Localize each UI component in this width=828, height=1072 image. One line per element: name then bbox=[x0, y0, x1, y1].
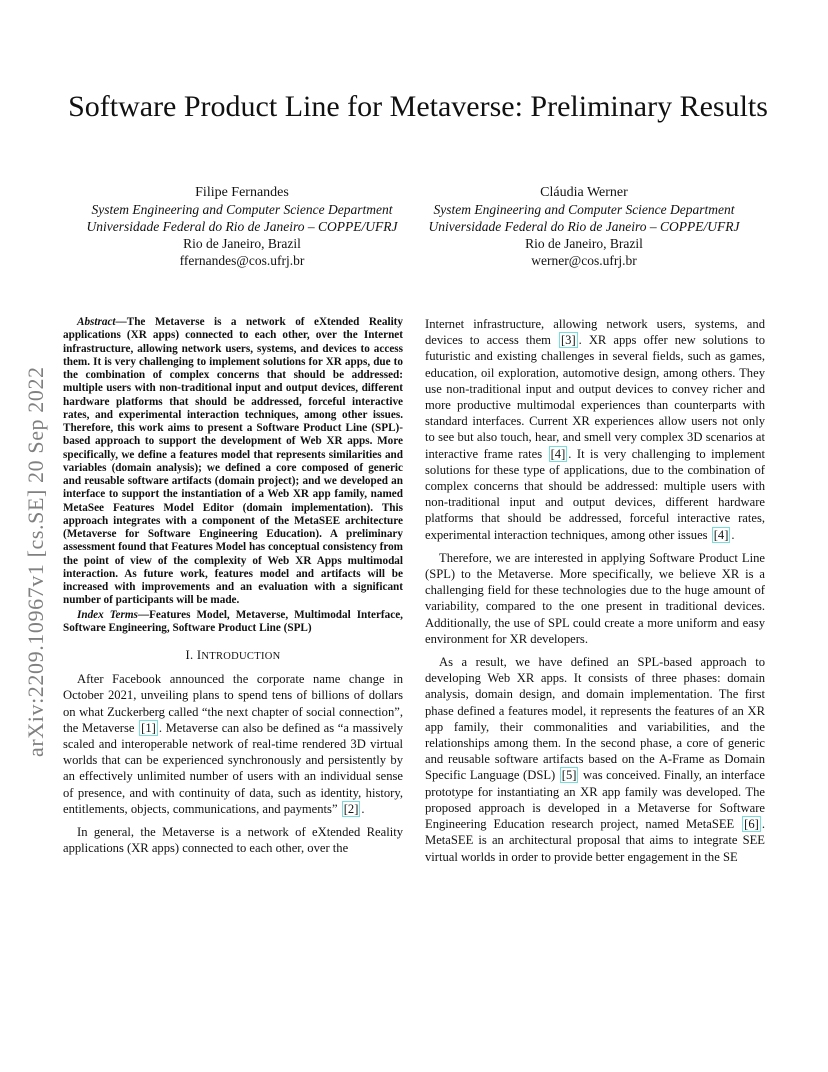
text-run: After Facebook announced the corporate name change in October 2021, unveiling plans to spend tens of billions of dollars on what Zuckerberg called “the next chapter of social connection”, the Metaverse bbox=[63, 672, 403, 735]
author-university: Universidade Federal do Rio de Janeiro – COPPE/UFRJ bbox=[428, 219, 740, 234]
left-column bbox=[63, 316, 403, 863]
text-run: was conceived. Finally, an interface prototype for instantiating an XR app family was developed. The proposed approach is developed in a Metaverse for Software Engineering Education research project, named MetaSEE bbox=[425, 768, 765, 832]
text-run: . It is very challenging to implement solutions for these type of applications, due to the combination of complex concerns that should be addressed: multiple users with non-traditional input and output devices, different hardware platforms that should be addressed, forceful interactive rates, experimental interaction techniques, among other issues bbox=[425, 446, 765, 542]
citation-link[interactable]: [4] bbox=[713, 527, 729, 542]
citation-link[interactable]: [6] bbox=[744, 817, 759, 832]
body-paragraph-1 bbox=[425, 316, 765, 543]
text-run: Internet infrastructure, allowing network users, systems, and devices to access them bbox=[425, 317, 765, 348]
text-run: . Metaverse can also be defined as “a massively scaled and interoperable network of real-time rendered 3D virtual worlds that can be experienced synchronously and persistently by an effectively unlimited number of users with an individual sense of presence, and with continuity of data, such as identity, history, entitlements, objects, communications, and payments” bbox=[63, 720, 403, 816]
citation-link[interactable]: [4] bbox=[550, 446, 566, 461]
author-name: Filipe Fernandes bbox=[195, 185, 289, 200]
citation-link[interactable]: [3] bbox=[560, 333, 576, 348]
author-email: werner@cos.ufrj.br bbox=[531, 253, 637, 268]
author-name: Cláudia Werner bbox=[540, 185, 628, 200]
section-heading-introduction bbox=[63, 647, 403, 665]
citation-link[interactable]: [1] bbox=[141, 720, 156, 735]
abstract bbox=[63, 316, 403, 608]
index-terms bbox=[63, 609, 403, 636]
author-block-2 bbox=[414, 184, 754, 269]
author-email: ffernandes@cos.ufrj.br bbox=[179, 253, 305, 268]
section-number: I. I bbox=[185, 648, 202, 662]
author-university: Universidade Federal do Rio de Janeiro – COPPE/UFRJ bbox=[86, 219, 398, 234]
text-run: . MetaSEE is an architectural proposal that aims to integrate SEE virtual worlds in order to provide better engagement in the SE bbox=[425, 817, 765, 864]
text-run: . bbox=[361, 801, 365, 816]
arxiv-identifier: arXiv:2209.10967v1 [cs.SE] 20 Sep 2022 bbox=[23, 366, 48, 757]
body-paragraph-2: Therefore, we are interested in applying Software Product Line (SPL) to the Metaverse. More specifically, we believe XR is a challenging field for these technologies due to the huge amount of variability, compared to the one present in traditional devices. Additionally, the use of SPL could create a more uniform and easy environment for XR developers. bbox=[425, 550, 765, 646]
author-block-1 bbox=[72, 184, 412, 269]
section-title: NTRODUCTION bbox=[201, 651, 281, 662]
abstract-text: —The Metaverse is a network of eXtended Reality applications (XR apps) connected to each other, over the Internet infrastructure, allowing network users, systems, and devices to access them. It is very challenging to implement solutions for XR apps, due to the combination of complex concerns that should be addressed: multiple users with non-traditional input and output devices, different hardware platforms that should be addressed, forceful interactive rates, and experimental interaction techniques, among other issues. Therefore, this work aims to present a Software Product Line (SPL)-based approach to support the development of Web XR apps. More specifically, we define a features model that represents similarities and variables (domain analysis); we defined a core composed of generic and reusable software artifacts (domain project); and we developed an interface to support the instantiation of a Web XR app family, named MetaSee Features Model Editor (domain implementation). This approach integrates with a component of the MetaSEE architecture (Metaverse for Software Engineering Education). A preliminary assessment found that Features Model has conceptual consistency from the point of view of the complexity of Web XR Apps multimodal interaction. As future work, features model and artifacts will be increased with improvements and an evaluation with a significant number of participants will be made. bbox=[63, 316, 403, 607]
author-city: Rio de Janeiro, Brazil bbox=[525, 236, 643, 251]
paper-title: Software Product Line for Metaverse: Preliminary Results bbox=[68, 90, 768, 123]
author-department: System Engineering and Computer Science Department bbox=[433, 202, 735, 217]
author-city: Rio de Janeiro, Brazil bbox=[183, 236, 301, 251]
intro-paragraph-1 bbox=[63, 671, 403, 817]
citation-link[interactable]: [2] bbox=[343, 801, 359, 816]
intro-paragraph-2: In general, the Metaverse is a network of eXtended Reality applications (XR apps) connected to each other, over the bbox=[63, 825, 403, 856]
citation-link[interactable]: [5] bbox=[561, 768, 577, 783]
text-run: . bbox=[731, 527, 735, 542]
right-column bbox=[425, 316, 765, 872]
index-terms-label: Index Terms bbox=[77, 608, 138, 621]
author-department: System Engineering and Computer Science Department bbox=[91, 202, 393, 217]
abstract-label: Abstract bbox=[77, 316, 116, 328]
text-run: As a result, we have defined an SPL-based approach to developing Web XR apps. It consists of three phases: domain analysis, domain design, and domain implementation. The first phase defined a features model, it represents the features of an XR app family, their commonalities and variabilities, and the relationships among them. In the second phase, a core of generic and reusable software artifacts based on the A-Frame as Domain Specific Language (DSL) bbox=[425, 655, 765, 783]
text-run: . XR apps offer new solutions to futuristic and existing challenges in several fields, such as games, education, oil exploration, automotive design, among others. They use non-traditional input and output devices to convey richer and more productive multimodal experiences than counterparts with standard interfaces. Current XR experiences allow users not only to see but also touch, hear, and smell very complex 3D scenarios at interactive frame rates bbox=[425, 333, 766, 461]
index-terms-text: —Features Model, Metaverse, Multimodal Interface, Software Engineering, Software Product Line (SPL) bbox=[63, 608, 403, 634]
body-paragraph-3 bbox=[425, 654, 765, 865]
